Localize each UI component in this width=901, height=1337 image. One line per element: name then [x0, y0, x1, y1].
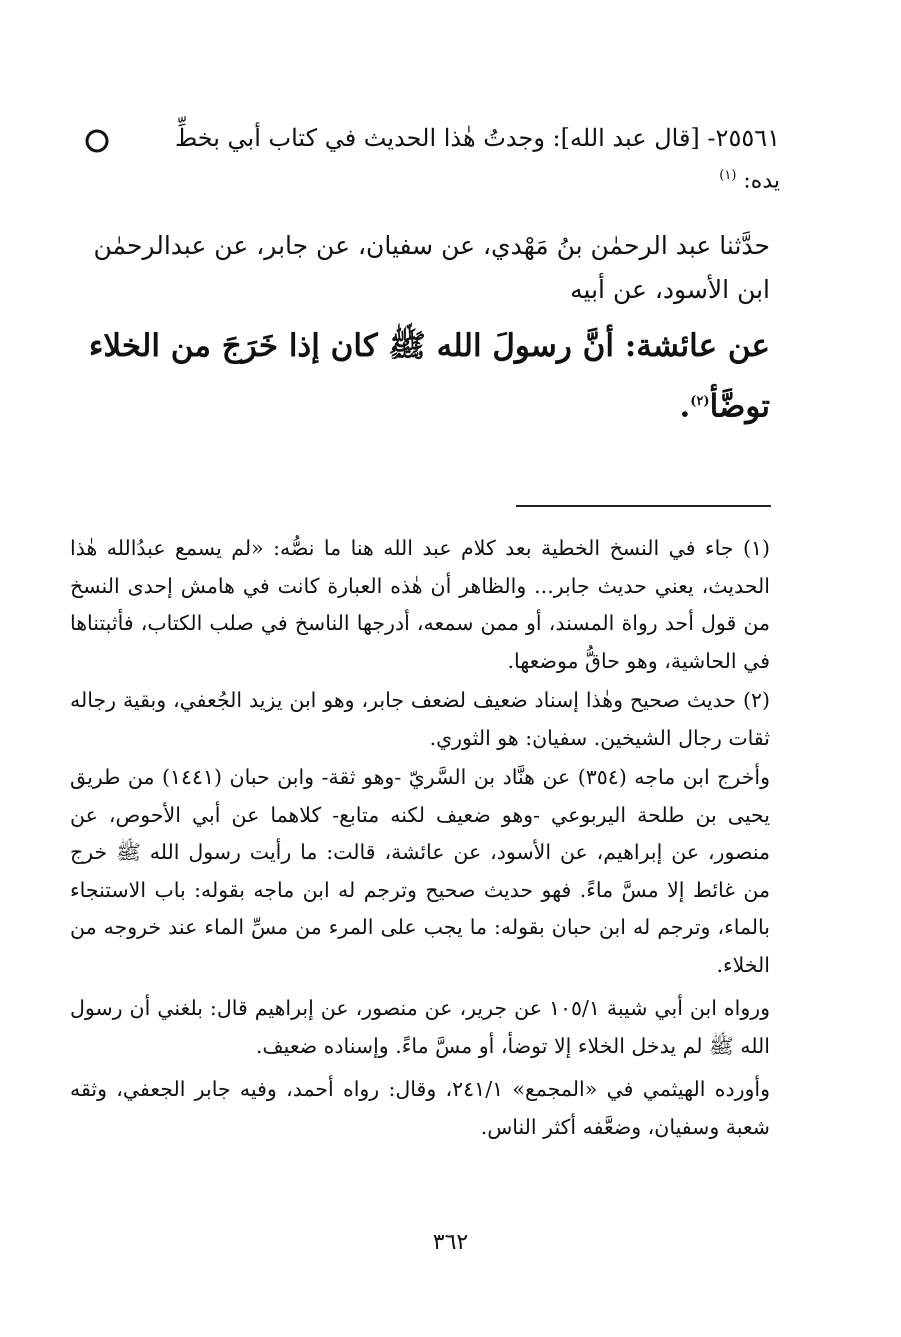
footnote-2-haythami: وأورده الهيثمي في «المجمع» ٢٤١/١، وقال: رواه أحمد، وفيه جابر الجعفي، وثقه شعبة وسفيان، وضعَّفه أكثر الناس. [70, 1077, 770, 1139]
footnote-1: (١) جاء في النسخ الخطية بعد كلام عبد الله هنا ما نصُّه: «لم يسمع عبدُالله هٰذا الحديث، يعني حديث جابر... والظاهر أن هٰذه العبارة كانت في هامش إحدى النسخ من قول أحد رواة المسند، أو ممن سمعه، أدرجها الناسخ في صلب الكتاب، فأثبتناها في الحاشية، وهو حاقُّ موضعها. [70, 536, 770, 673]
footnote-2-ibn-abi-shaybah: ورواه ابن أبي شيبة ١٠٥/١ عن جرير، عن منصور، عن إبراهيم قال: بلغني أن رسول الله ﷺ لم يدخل الخلاء إلا توضأ، أو مسَّ ماءً. وإسناده ضعيف. [70, 996, 771, 1058]
hadith-head-tail: يده: [743, 168, 780, 194]
matn-end: . [679, 388, 691, 425]
isnad-chain: حدَّثنا عبد الرحمٰن بنُ مَهْدي، عن سفيان، عن جابر، عن عبدالرحمٰن ابن الأسود، عن أبيه [93, 231, 770, 304]
footnote-ref-1: (١) [719, 168, 737, 183]
page-number: ٣٦٢ [432, 1230, 469, 1255]
hadith-header [70, 118, 780, 199]
footnote-separator [516, 505, 771, 507]
hadith-number-line [110, 118, 780, 199]
matn-text: عن عائشة: أنَّ رسولَ الله ﷺ كان إذا خَرَجَ من الخلاء توضَّأ [88, 328, 770, 425]
circle-marker-icon [84, 128, 110, 154]
hadith-matn [70, 318, 770, 434]
hadith-number-text: ٢٥٥٦١- [قال عبد الله]: وجدتُ هٰذا الحديث في كتاب أبي بخطِّ [174, 124, 780, 152]
footnotes [70, 530, 770, 1146]
footnote-2-takhrij: وأخرج ابن ماجه (٣٥٤) عن هنَّاد بن السَّريّ -وهو ثقة- وابن حبان (١٤٤١) من طريق يحيى بن طلحة اليربوعي -وهو ضعيف لكنه متابع- كلاهما عن أبي الأحوص، عن منصور، عن إبراهيم، عن الأسود، عن عائشة، قالت: ما رأيت رسول الله ﷺ خرج من غائط إلا مسَّ ماءً. فهو حديث صحيح وترجم له ابن ماجه بقوله: باب الاستنجاء بالماء، وترجم له ابن حبان بقوله: ما يجب على المرء من مسِّ الماء عند خروجه من الخلاء. [70, 765, 770, 977]
footnote-ref-2: (٢) [690, 394, 710, 409]
footnote-2: (٢) حديث صحيح وهٰذا إسناد ضعيف لضعف جابر، وهو ابن يزيد الجُعفي، وبقية رجاله ثقات رجال الشيخين. سفيان: هو الثوري. [70, 688, 770, 750]
